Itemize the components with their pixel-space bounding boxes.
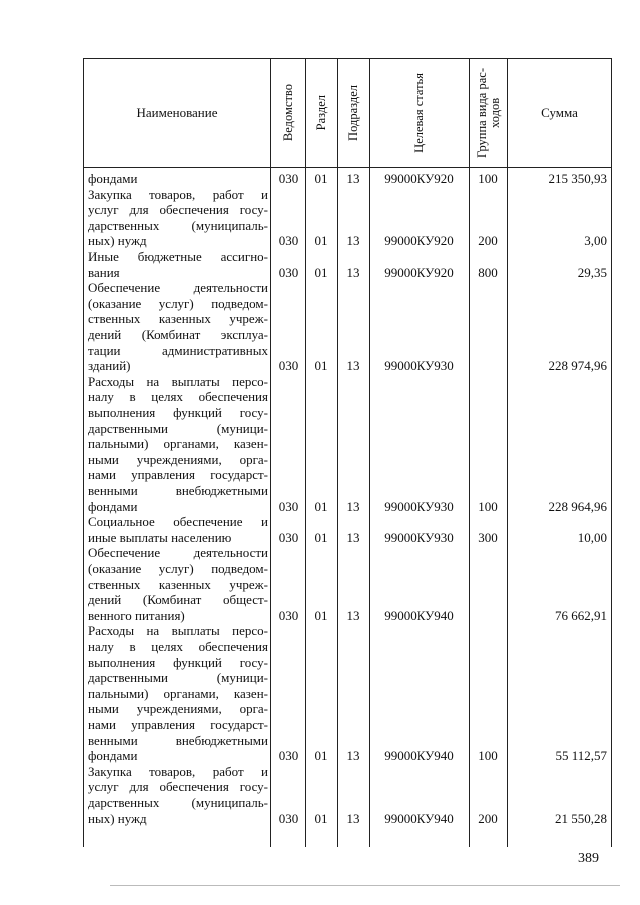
row-podrazdel: 13 [346,810,360,826]
row-name-line: налу в целях обеспечения [88,389,268,405]
row-podrazdel: 13 [346,358,360,374]
row-name-line: иные выплаты населению [88,529,232,545]
row-name-line: Закупка товаров, работ и [88,186,268,202]
row-gruppa: 100 [478,171,498,186]
row-celevaya: 99000КУ920 [384,264,454,280]
row-vedomstvo: 030 [278,358,299,374]
row-summa: 3,00 [584,233,607,249]
row-celevaya: 99000КУ940 [384,810,454,826]
table-row [84,171,611,187]
row-name-line: Расходы на выплаты персо- [88,623,268,639]
row-name-line: ных) нужд [88,810,147,826]
row-podrazdel: 13 [346,233,360,249]
row-name-line: пальными) органами, казен- [88,436,268,452]
row-razdel: 01 [314,748,328,764]
row-name-line: дений (Комбинат общест- [88,592,268,608]
row-name-line: Социальное обеспечение и [88,514,268,530]
row-name-line: фондами [88,171,138,186]
row-name-line: дарственными (муници- [88,670,268,686]
row-gruppa: 300 [478,529,498,545]
row-summa: 10,00 [577,529,607,545]
row-razdel: 01 [314,358,328,374]
row-name-line: венными внебюджетными [88,732,268,748]
row-name [88,249,268,280]
row-name-line: Обеспечение деятельности [88,280,268,296]
header-gruppa [476,68,502,158]
row-celevaya: 99000КУ920 [384,233,454,249]
row-name-line: фондами [88,498,138,514]
row-podrazdel: 13 [346,498,360,514]
header-name-cell [84,59,270,167]
page-number: 389 [578,851,599,866]
row-name-line: фондами [88,748,138,764]
row-celevaya: 99000КУ940 [384,607,454,623]
table-row [84,545,611,623]
row-razdel: 01 [314,810,328,826]
row-gruppa: 100 [478,498,498,514]
row-razdel: 01 [314,498,328,514]
row-name-line: Обеспечение деятельности [88,545,268,561]
row-summa: 228 964,96 [548,498,607,514]
row-name-line: ственных казенных учреж- [88,576,268,592]
row-name-line: нами управления государст- [88,716,268,732]
row-name-line: венными внебюджетными [88,482,268,498]
row-name-line: нами управления государст- [88,467,268,483]
row-name-line: тации административных [88,342,268,358]
header-celevaya-cell [370,59,469,167]
row-summa: 215 350,93 [548,171,607,186]
row-name-line: дарственных (муниципаль- [88,794,268,810]
row-razdel: 01 [314,264,328,280]
header-podrazdel-cell [338,59,369,167]
row-name-line: ными учреждениями, орга- [88,701,268,717]
row-name-line: услуг для обеспечения госу- [88,202,268,218]
row-name-line: вания [88,264,120,280]
row-razdel: 01 [314,607,328,623]
row-name [88,623,268,763]
table-row [84,249,611,280]
row-name-line: Иные бюджетные ассигно- [88,249,268,264]
row-name [88,514,268,545]
row-name-line: услуг для обеспечения госу- [88,779,268,795]
row-vedomstvo: 030 [278,607,299,623]
row-vedomstvo: 030 [278,171,299,186]
budget-table [83,58,612,847]
row-vedomstvo: 030 [278,498,299,514]
row-summa: 228 974,96 [548,358,607,374]
footer-scan-line [110,885,620,886]
row-podrazdel: 13 [346,748,360,764]
header-gruppa-line1: Группа вида рас- [474,68,489,158]
header-podrazdel: Подраздел [346,85,360,141]
row-name-line: выполнения функций госу- [88,654,268,670]
header-summa-cell [508,59,611,167]
row-name [88,545,268,623]
row-gruppa: 100 [478,748,498,764]
row-name-line: Закупка товаров, работ и [88,763,268,779]
table-row [84,374,611,514]
row-name-line: ственных казенных учреж- [88,311,268,327]
row-name-line: выполнения функций госу- [88,404,268,420]
row-razdel: 01 [314,529,328,545]
row-razdel: 01 [314,233,328,249]
row-podrazdel: 13 [346,264,360,280]
row-name-line: (оказание услуг) подведом- [88,295,268,311]
row-vedomstvo: 030 [278,264,299,280]
header-razdel: Раздел [314,95,328,131]
row-name-line: пальными) органами, казен- [88,685,268,701]
row-name-line: зданий) [88,358,131,374]
row-name [88,171,268,187]
header-summa: Сумма [541,105,578,120]
row-name-line: ных) нужд [88,233,147,249]
row-celevaya: 99000КУ930 [384,529,454,545]
row-summa: 29,35 [577,264,607,280]
row-podrazdel: 13 [346,171,360,186]
header-gruppa-cell [470,59,507,167]
row-celevaya: 99000КУ940 [384,748,454,764]
row-summa: 55 112,57 [555,748,607,764]
table-row [84,514,611,545]
row-vedomstvo: 030 [278,529,299,545]
row-name [88,764,268,826]
row-name-line: (оказание услуг) подведом- [88,560,268,576]
table-row [84,623,611,763]
row-name-line: венного питания) [88,607,185,623]
row-name [88,374,268,514]
table-row [84,280,611,374]
row-celevaya: 99000КУ930 [384,358,454,374]
header-razdel-cell [306,59,337,167]
header-celevaya: Целевая статья [412,73,426,153]
row-vedomstvo: 030 [278,233,299,249]
row-name-line: дений (Комбинат эксплуа- [88,326,268,342]
row-gruppa: 200 [478,810,498,826]
row-razdel: 01 [314,171,328,186]
table-row [84,187,611,249]
row-name-line: дарственных (муниципаль- [88,217,268,233]
row-podrazdel: 13 [346,607,360,623]
row-gruppa: 200 [478,233,498,249]
row-vedomstvo: 030 [278,748,299,764]
row-name-line: дарственными (муници- [88,420,268,436]
header-divider [84,167,611,168]
row-name [88,187,268,249]
row-celevaya: 99000КУ920 [384,171,454,186]
row-summa: 21 550,28 [555,810,607,826]
header-gruppa-line2: ходов [487,97,502,129]
row-celevaya: 99000КУ930 [384,498,454,514]
row-name-line: налу в целях обеспечения [88,638,268,654]
row-gruppa: 800 [478,264,498,280]
header-name: Наименование [136,105,218,120]
row-summa: 76 662,91 [555,607,607,623]
row-name-line: Расходы на выплаты персо- [88,373,268,389]
row-vedomstvo: 030 [278,810,299,826]
header-vedomstvo-cell [271,59,305,167]
table-row [84,764,611,826]
row-name [88,280,268,374]
row-podrazdel: 13 [346,529,360,545]
header-vedomstvo: Ведомство [280,84,295,142]
row-name-line: ными учреждениями, орга- [88,451,268,467]
